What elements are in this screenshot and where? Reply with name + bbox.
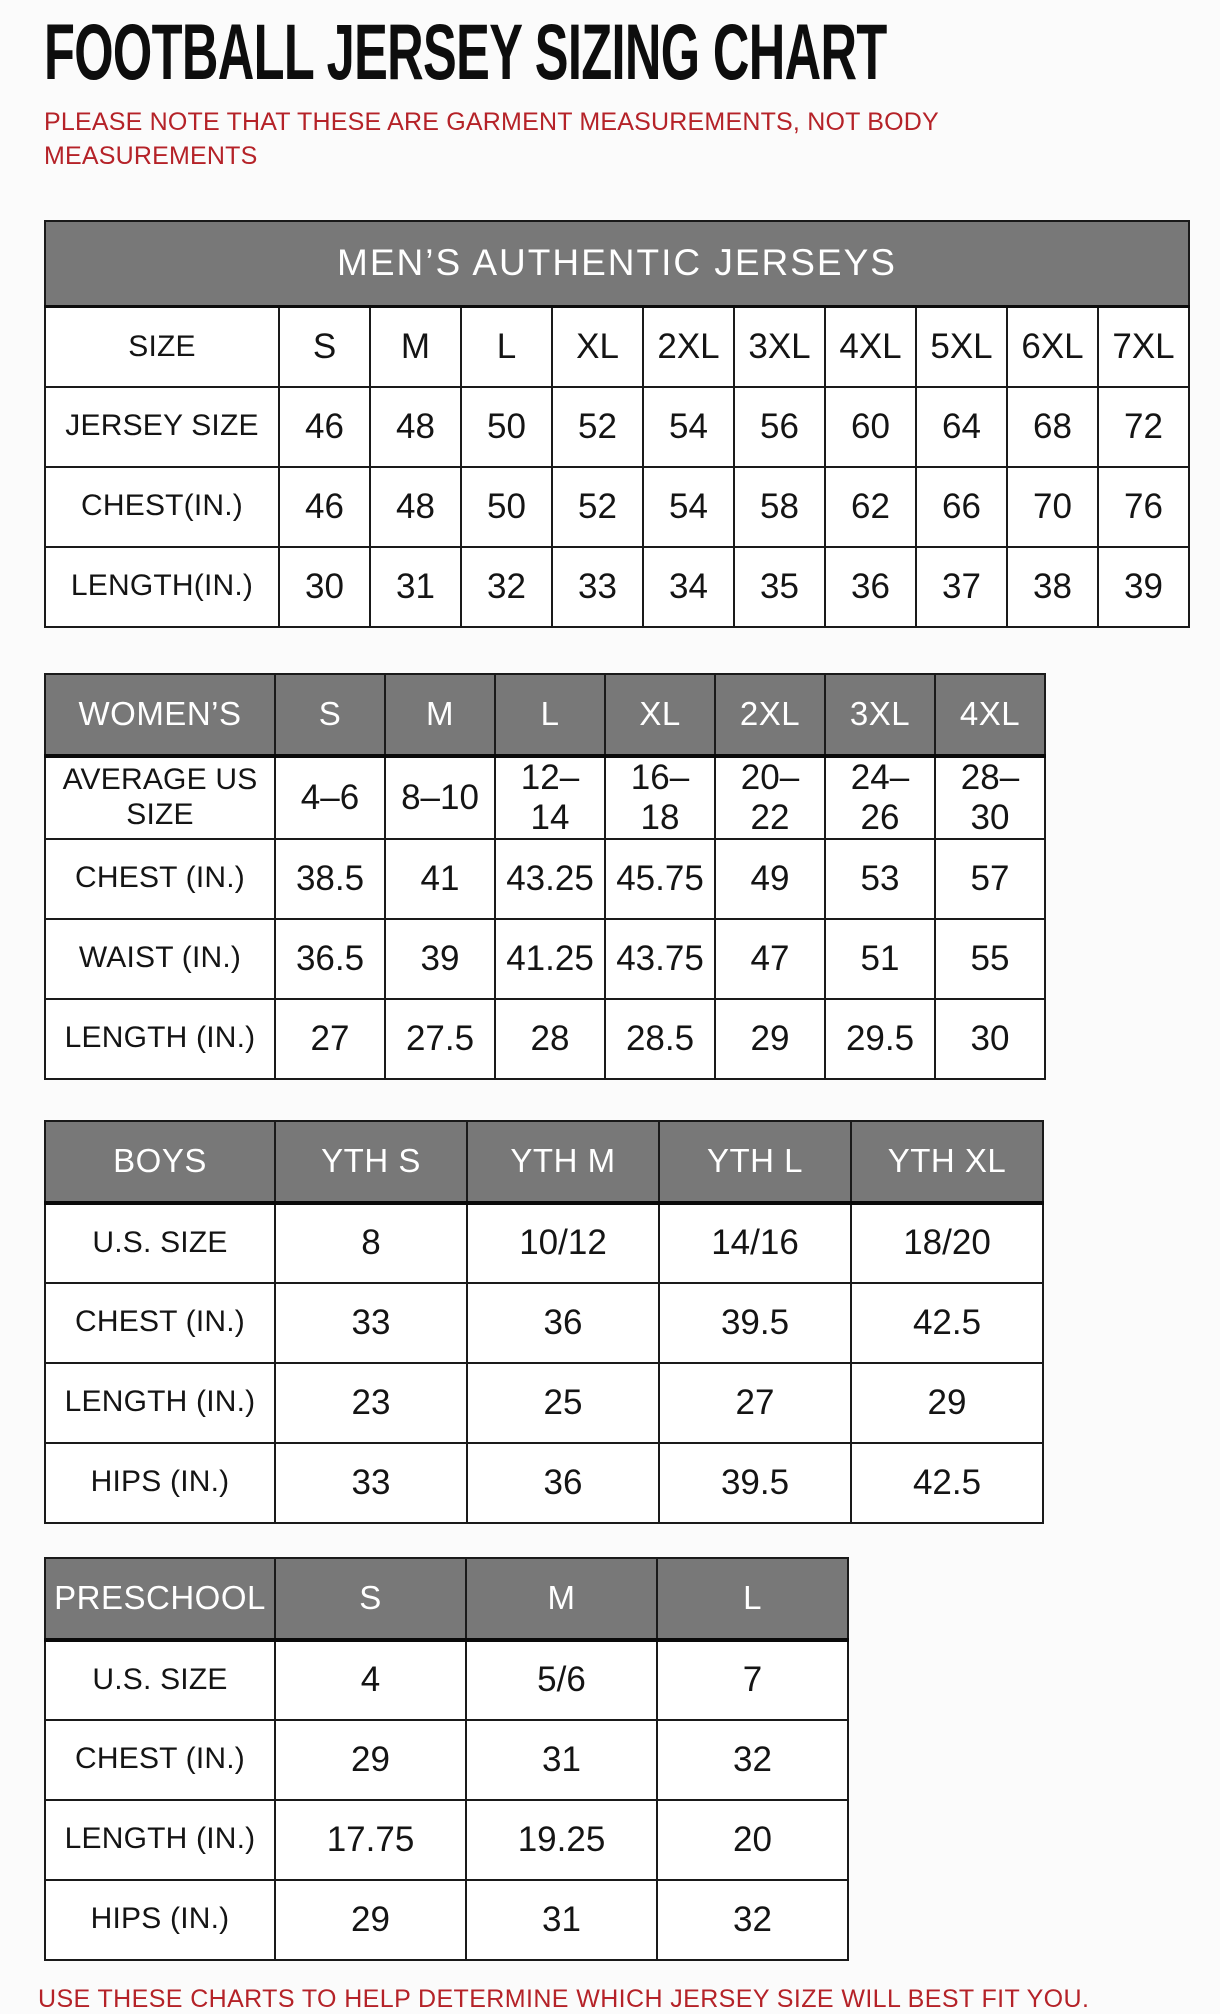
measurement-label-cell: CHEST (IN.) bbox=[45, 1720, 275, 1800]
measurement-value-cell: 54 bbox=[643, 467, 734, 547]
measurement-value-cell: 33 bbox=[275, 1283, 467, 1363]
measurement-value-cell: 4–6 bbox=[275, 756, 385, 839]
size-header-cell: YTH L bbox=[659, 1121, 851, 1203]
table-row bbox=[45, 756, 1045, 839]
measurement-label-cell: HIPS (IN.) bbox=[45, 1443, 275, 1523]
table-row bbox=[45, 1880, 848, 1960]
measurement-value-cell: 34 bbox=[643, 547, 734, 627]
measurement-value-cell: 33 bbox=[552, 547, 643, 627]
measurement-value-cell: 41.25 bbox=[495, 919, 605, 999]
measurement-label-cell: CHEST (IN.) bbox=[45, 839, 275, 919]
measurement-value-cell: 8 bbox=[275, 1203, 467, 1283]
measurement-value-cell: 4XL bbox=[825, 307, 916, 387]
measurement-value-cell: 25 bbox=[467, 1363, 659, 1443]
measurement-label-cell: CHEST (IN.) bbox=[45, 1283, 275, 1363]
measurement-value-cell: 8–10 bbox=[385, 756, 495, 839]
measurement-value-cell: 39 bbox=[385, 919, 495, 999]
measurement-value-cell: 5XL bbox=[916, 307, 1007, 387]
size-header-cell: S bbox=[275, 674, 385, 756]
measurement-value-cell: 30 bbox=[279, 547, 370, 627]
measurement-label-cell: LENGTH(IN.) bbox=[45, 547, 279, 627]
mens-authentic-jerseys-table bbox=[44, 220, 1190, 628]
size-header-cell: L bbox=[657, 1558, 848, 1640]
table-row bbox=[45, 1443, 1043, 1523]
measurement-label-cell: CHEST(IN.) bbox=[45, 467, 279, 547]
table-header-label: BOYS bbox=[45, 1121, 275, 1203]
measurement-value-cell: 30 bbox=[935, 999, 1045, 1079]
measurement-value-cell: 17.75 bbox=[275, 1800, 466, 1880]
table-header-row bbox=[45, 1558, 848, 1640]
size-header-cell: YTH S bbox=[275, 1121, 467, 1203]
measurement-value-cell: 45.75 bbox=[605, 839, 715, 919]
size-header-cell: XL bbox=[605, 674, 715, 756]
measurement-value-cell: 29 bbox=[715, 999, 825, 1079]
measurement-value-cell: 27 bbox=[659, 1363, 851, 1443]
measurement-value-cell: 27 bbox=[275, 999, 385, 1079]
measurement-value-cell: 51 bbox=[825, 919, 935, 999]
measurement-value-cell: 41 bbox=[385, 839, 495, 919]
measurement-value-cell: 50 bbox=[461, 387, 552, 467]
measurement-value-cell: M bbox=[370, 307, 461, 387]
measurement-value-cell: 31 bbox=[466, 1720, 657, 1800]
table-row bbox=[45, 839, 1045, 919]
measurement-value-cell: 42.5 bbox=[851, 1283, 1043, 1363]
measurement-value-cell: 39.5 bbox=[659, 1443, 851, 1523]
measurement-value-cell: 43.75 bbox=[605, 919, 715, 999]
table-row bbox=[45, 1720, 848, 1800]
measurement-label-cell: SIZE bbox=[45, 307, 279, 387]
measurement-value-cell: 36.5 bbox=[275, 919, 385, 999]
measurement-value-cell: 33 bbox=[275, 1443, 467, 1523]
table-row bbox=[45, 547, 1189, 627]
measurement-label-cell: U.S. SIZE bbox=[45, 1640, 275, 1720]
table-row bbox=[45, 919, 1045, 999]
measurement-value-cell: 32 bbox=[657, 1880, 848, 1960]
measurement-value-cell: 55 bbox=[935, 919, 1045, 999]
measurement-value-cell: 76 bbox=[1098, 467, 1189, 547]
table-row bbox=[45, 467, 1189, 547]
measurement-value-cell: 7 bbox=[657, 1640, 848, 1720]
womens-jerseys-table bbox=[44, 673, 1046, 1080]
measurement-value-cell: 60 bbox=[825, 387, 916, 467]
size-header-cell: M bbox=[466, 1558, 657, 1640]
size-header-cell: M bbox=[385, 674, 495, 756]
table-title-cell: MEN’S AUTHENTIC JERSEYS bbox=[45, 221, 1189, 307]
measurement-value-cell: 68 bbox=[1007, 387, 1098, 467]
measurement-value-cell: 27.5 bbox=[385, 999, 495, 1079]
measurement-value-cell: 16–18 bbox=[605, 756, 715, 839]
measurement-value-cell: 29 bbox=[275, 1880, 466, 1960]
table-row bbox=[45, 1800, 848, 1880]
measurement-value-cell: S bbox=[279, 307, 370, 387]
measurement-value-cell: 46 bbox=[279, 467, 370, 547]
measurement-value-cell: 29 bbox=[275, 1720, 466, 1800]
measurement-value-cell: 42.5 bbox=[851, 1443, 1043, 1523]
measurement-value-cell: 28.5 bbox=[605, 999, 715, 1079]
measurement-value-cell: 48 bbox=[370, 387, 461, 467]
measurement-value-cell: 57 bbox=[935, 839, 1045, 919]
measurement-value-cell: 32 bbox=[461, 547, 552, 627]
measurement-value-cell: 32 bbox=[657, 1720, 848, 1800]
measurement-label-cell: LENGTH (IN.) bbox=[45, 1800, 275, 1880]
measurement-value-cell: 31 bbox=[370, 547, 461, 627]
size-header-cell: YTH M bbox=[467, 1121, 659, 1203]
measurement-label-cell: AVERAGE US SIZE bbox=[45, 756, 275, 839]
fit-advice-footer: USE THESE CHARTS TO HELP DETERMINE WHICH JERSEY SIZE WILL BEST FIT YOU. bbox=[38, 1984, 1090, 2013]
measurement-value-cell: 29.5 bbox=[825, 999, 935, 1079]
measurement-value-cell: 35 bbox=[734, 547, 825, 627]
garment-measurements-note: PLEASE NOTE THAT THESE ARE GARMENT MEASUREMENTS, NOT BODY MEASUREMENTS bbox=[44, 108, 939, 170]
measurement-value-cell: L bbox=[461, 307, 552, 387]
measurement-value-cell: 39.5 bbox=[659, 1283, 851, 1363]
measurement-value-cell: 58 bbox=[734, 467, 825, 547]
measurement-label-cell: WAIST (IN.) bbox=[45, 919, 275, 999]
measurement-value-cell: 50 bbox=[461, 467, 552, 547]
measurement-value-cell: 4 bbox=[275, 1640, 466, 1720]
table-row bbox=[45, 999, 1045, 1079]
preschool-jerseys-table bbox=[44, 1557, 849, 1961]
measurement-value-cell: 14/16 bbox=[659, 1203, 851, 1283]
measurement-value-cell: 7XL bbox=[1098, 307, 1189, 387]
size-header-cell: L bbox=[495, 674, 605, 756]
measurement-value-cell: 47 bbox=[715, 919, 825, 999]
table-row bbox=[45, 1203, 1043, 1283]
measurement-value-cell: 20 bbox=[657, 1800, 848, 1880]
measurement-value-cell: 62 bbox=[825, 467, 916, 547]
measurement-value-cell: 43.25 bbox=[495, 839, 605, 919]
measurement-value-cell: 66 bbox=[916, 467, 1007, 547]
measurement-value-cell: 46 bbox=[279, 387, 370, 467]
measurement-value-cell: 10/12 bbox=[467, 1203, 659, 1283]
measurement-value-cell: 36 bbox=[467, 1283, 659, 1363]
measurement-value-cell: 19.25 bbox=[466, 1800, 657, 1880]
table-row bbox=[45, 1640, 848, 1720]
measurement-label-cell: HIPS (IN.) bbox=[45, 1880, 275, 1960]
measurement-value-cell: 28–30 bbox=[935, 756, 1045, 839]
size-header-cell: 2XL bbox=[715, 674, 825, 756]
size-header-cell: 4XL bbox=[935, 674, 1045, 756]
size-header-cell: S bbox=[275, 1558, 466, 1640]
table-header-row bbox=[45, 674, 1045, 756]
measurement-value-cell: 38.5 bbox=[275, 839, 385, 919]
measurement-value-cell: 38 bbox=[1007, 547, 1098, 627]
measurement-label-cell: U.S. SIZE bbox=[45, 1203, 275, 1283]
measurement-value-cell: 36 bbox=[467, 1443, 659, 1523]
table-header-label: PRESCHOOL bbox=[45, 1558, 275, 1640]
measurement-value-cell: 5/6 bbox=[466, 1640, 657, 1720]
measurement-value-cell: 52 bbox=[552, 467, 643, 547]
measurement-value-cell: 6XL bbox=[1007, 307, 1098, 387]
measurement-value-cell: 53 bbox=[825, 839, 935, 919]
measurement-value-cell: 29 bbox=[851, 1363, 1043, 1443]
measurement-value-cell: 3XL bbox=[734, 307, 825, 387]
measurement-value-cell: 31 bbox=[466, 1880, 657, 1960]
measurement-value-cell: 18/20 bbox=[851, 1203, 1043, 1283]
measurement-value-cell: 2XL bbox=[643, 307, 734, 387]
measurement-value-cell: 54 bbox=[643, 387, 734, 467]
table-header-row bbox=[45, 1121, 1043, 1203]
measurement-value-cell: 64 bbox=[916, 387, 1007, 467]
table-row bbox=[45, 1363, 1043, 1443]
measurement-value-cell: 12–14 bbox=[495, 756, 605, 839]
table-row bbox=[45, 307, 1189, 387]
measurement-value-cell: 37 bbox=[916, 547, 1007, 627]
measurement-value-cell: 48 bbox=[370, 467, 461, 547]
measurement-label-cell: LENGTH (IN.) bbox=[45, 1363, 275, 1443]
measurement-value-cell: 36 bbox=[825, 547, 916, 627]
measurement-value-cell: 20–22 bbox=[715, 756, 825, 839]
table-header-label: WOMEN’S bbox=[45, 674, 275, 756]
table-row bbox=[45, 1283, 1043, 1363]
table-row bbox=[45, 387, 1189, 467]
size-header-cell: YTH XL bbox=[851, 1121, 1043, 1203]
page-title bbox=[44, 7, 1190, 96]
measurement-value-cell: 56 bbox=[734, 387, 825, 467]
page-title-text: FOOTBALL JERSEY SIZING CHART bbox=[44, 7, 887, 96]
measurement-value-cell: 72 bbox=[1098, 387, 1189, 467]
boys-jerseys-table bbox=[44, 1120, 1044, 1524]
measurement-value-cell: 23 bbox=[275, 1363, 467, 1443]
measurement-value-cell: 24–26 bbox=[825, 756, 935, 839]
measurement-value-cell: 52 bbox=[552, 387, 643, 467]
measurement-value-cell: XL bbox=[552, 307, 643, 387]
table-banner-row bbox=[45, 221, 1189, 307]
size-header-cell: 3XL bbox=[825, 674, 935, 756]
measurement-label-cell: JERSEY SIZE bbox=[45, 387, 279, 467]
measurement-value-cell: 70 bbox=[1007, 467, 1098, 547]
measurement-value-cell: 39 bbox=[1098, 547, 1189, 627]
measurement-value-cell: 28 bbox=[495, 999, 605, 1079]
measurement-value-cell: 49 bbox=[715, 839, 825, 919]
measurement-label-cell: LENGTH (IN.) bbox=[45, 999, 275, 1079]
